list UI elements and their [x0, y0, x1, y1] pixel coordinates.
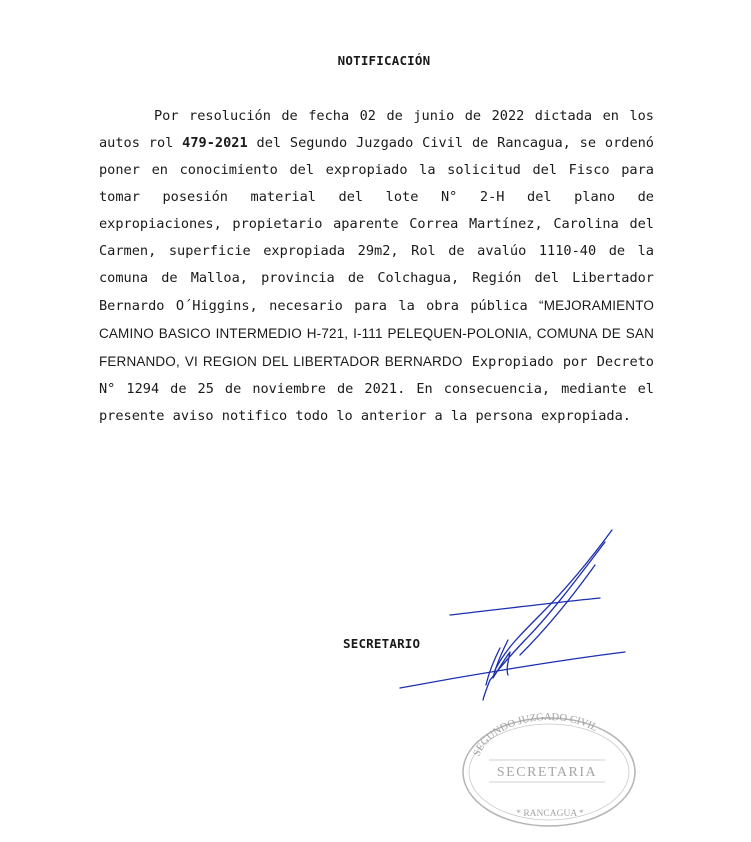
court-stamp — [455, 710, 640, 830]
stamp-middle-text: SECRETARIA — [496, 765, 598, 780]
signer-label: SECRETARIO — [343, 636, 421, 651]
notification-body — [99, 103, 654, 430]
document-title: NOTIFICACIÓN — [337, 53, 431, 68]
body-part-1: Por resolución de fecha 02 de junio de 2022 dictada en los autos rol — [99, 108, 654, 151]
case-rol: 479-2021 — [182, 135, 248, 151]
stamp-top-text: SEGUNDO JUZGADO CIVIL — [471, 711, 600, 759]
project-name: “MEJORAMIENTO CAMINO BASICO INTERMEDIO H-721, I-111 PELEQUEN-POLONIA, COMUNA DE SAN FERNANDO, VI REGION DEL LIBERTADOR BERNARDO — [99, 298, 654, 369]
body-part-3: Expropiado por Decreto N° 1294 de 25 de noviembre de 2021. En consecuencia, mediante el presente aviso notifico todo lo anterior a la persona expropiada. — [99, 354, 654, 424]
signature-image — [390, 520, 640, 710]
stamp-bottom-text: * RANCAGUA * — [516, 809, 584, 819]
body-part-2: del Segundo Juzgado Civil de Rancagua, se ordenó poner en conocimiento del expropiado la solicitud del Fisco para tomar posesión material del lote N° 2-H del plano de expropiaciones, propietario aparente Correa Martínez, Carolina del Carmen, superficie expropiada 29m2, Rol de avalúo 1110-40 de la comuna de Malloa, provincia de Colchagua, Región del Libertador Bernardo O´Higgins, necesario para la obra pública — [99, 135, 654, 314]
